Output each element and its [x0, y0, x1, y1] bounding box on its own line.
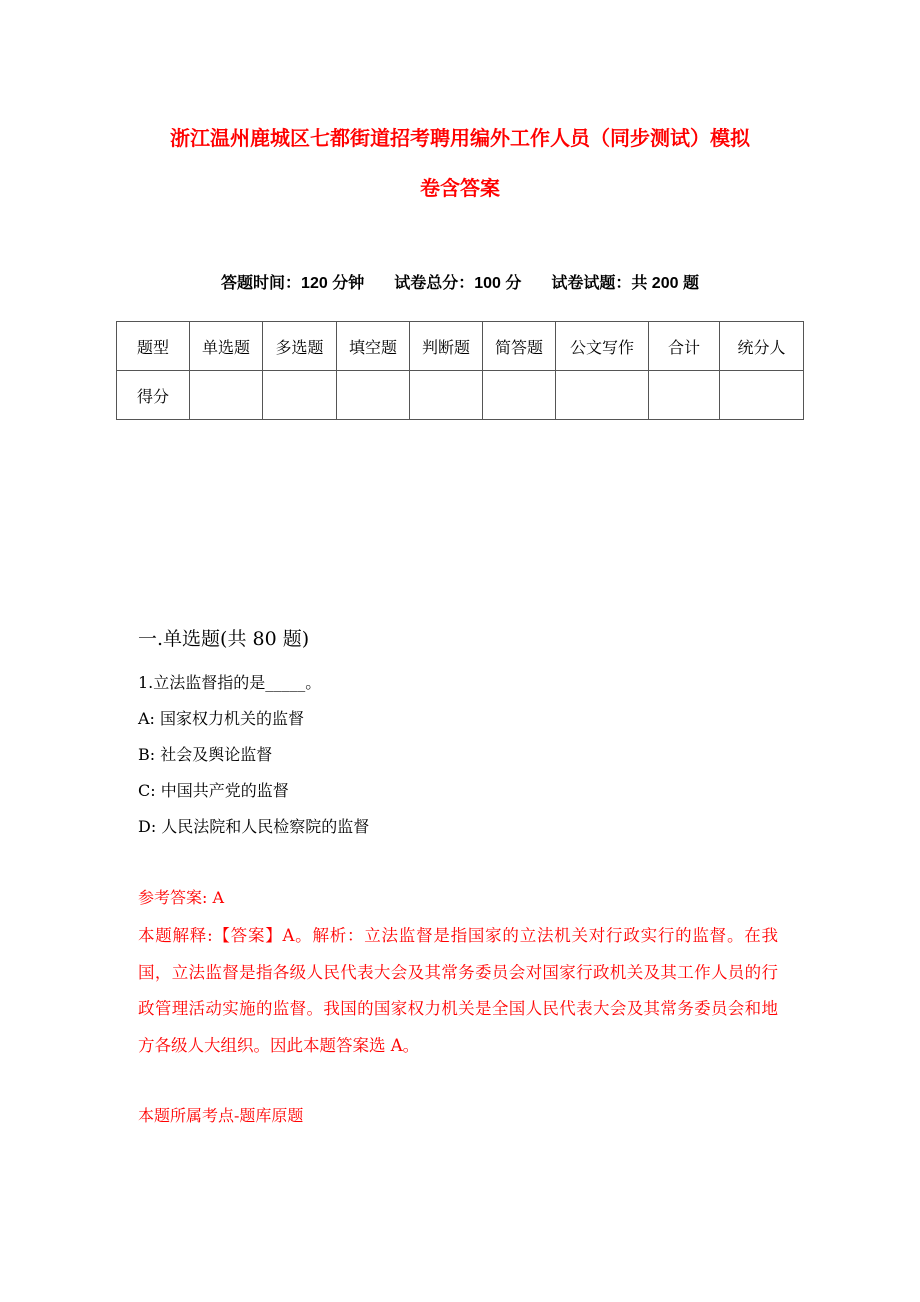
- score-cell-official-writing[interactable]: [556, 371, 649, 420]
- option-d: D: 人民法院和人民检察院的监督: [138, 817, 370, 836]
- document-title-line-2: 卷含答案: [420, 176, 500, 200]
- question-stem: 1.立法监督指的是_____。: [138, 673, 322, 692]
- score-table-header-cell: 合计: [649, 322, 720, 371]
- score-cell-fill-blank[interactable]: [337, 371, 410, 420]
- score-cell-true-false[interactable]: [410, 371, 483, 420]
- option-a: A: 国家权力机关的监督: [138, 709, 305, 728]
- score-cell-single-choice[interactable]: [190, 371, 263, 420]
- score-table-header-cell: 统分人: [720, 322, 804, 371]
- score-table-header-cell: 判断题: [410, 322, 483, 371]
- score-table-header-cell: 公文写作: [556, 322, 649, 371]
- score-table-score-row: [117, 371, 804, 420]
- exam-total-score: 试卷总分：100 分: [394, 275, 522, 292]
- exam-time: 答题时间：120 分钟: [221, 275, 365, 292]
- option-b: B: 社会及舆论监督: [138, 745, 273, 764]
- score-table-header-cell: 单选题: [190, 322, 263, 371]
- score-table-row-label: 得分: [117, 371, 190, 420]
- answer-explanation: 本题解释:【答案】A。解析：立法监督是指国家的立法机关对行政实行的监督。在我国，立法监督是指各级人民代表大会及其常务委员会对国家行政机关及其工作人员的行政管理活动实施的监督。我国的国家权力机关是全国人民代表大会及其常务委员会和地方各级人大组织。因此本题答案选 A。: [138, 926, 778, 1055]
- section-title: 一.单选题(共 80 题): [138, 628, 310, 650]
- question-topic: 本题所属考点-题库原题: [138, 1106, 304, 1125]
- score-table-header-cell: 多选题: [263, 322, 337, 371]
- score-table-header-cell: 填空题: [337, 322, 410, 371]
- exam-meta: [0, 270, 920, 293]
- score-cell-multiple-choice[interactable]: [263, 371, 337, 420]
- score-table: [116, 321, 804, 420]
- score-table-header-cell: 简答题: [483, 322, 556, 371]
- score-cell-short-answer[interactable]: [483, 371, 556, 420]
- exam-total-questions: 试卷试题：共 200 题: [551, 275, 699, 292]
- reference-answer: 参考答案: A: [138, 888, 225, 907]
- document-title-line-1: 浙江温州鹿城区七都街道招考聘用编外工作人员（同步测试）模拟: [170, 126, 750, 150]
- score-table-header-row: [117, 322, 804, 371]
- score-cell-scorer[interactable]: [720, 371, 804, 420]
- score-table-header-cell: 题型: [117, 322, 190, 371]
- option-c: C: 中国共产党的监督: [138, 781, 289, 800]
- score-cell-total[interactable]: [649, 371, 720, 420]
